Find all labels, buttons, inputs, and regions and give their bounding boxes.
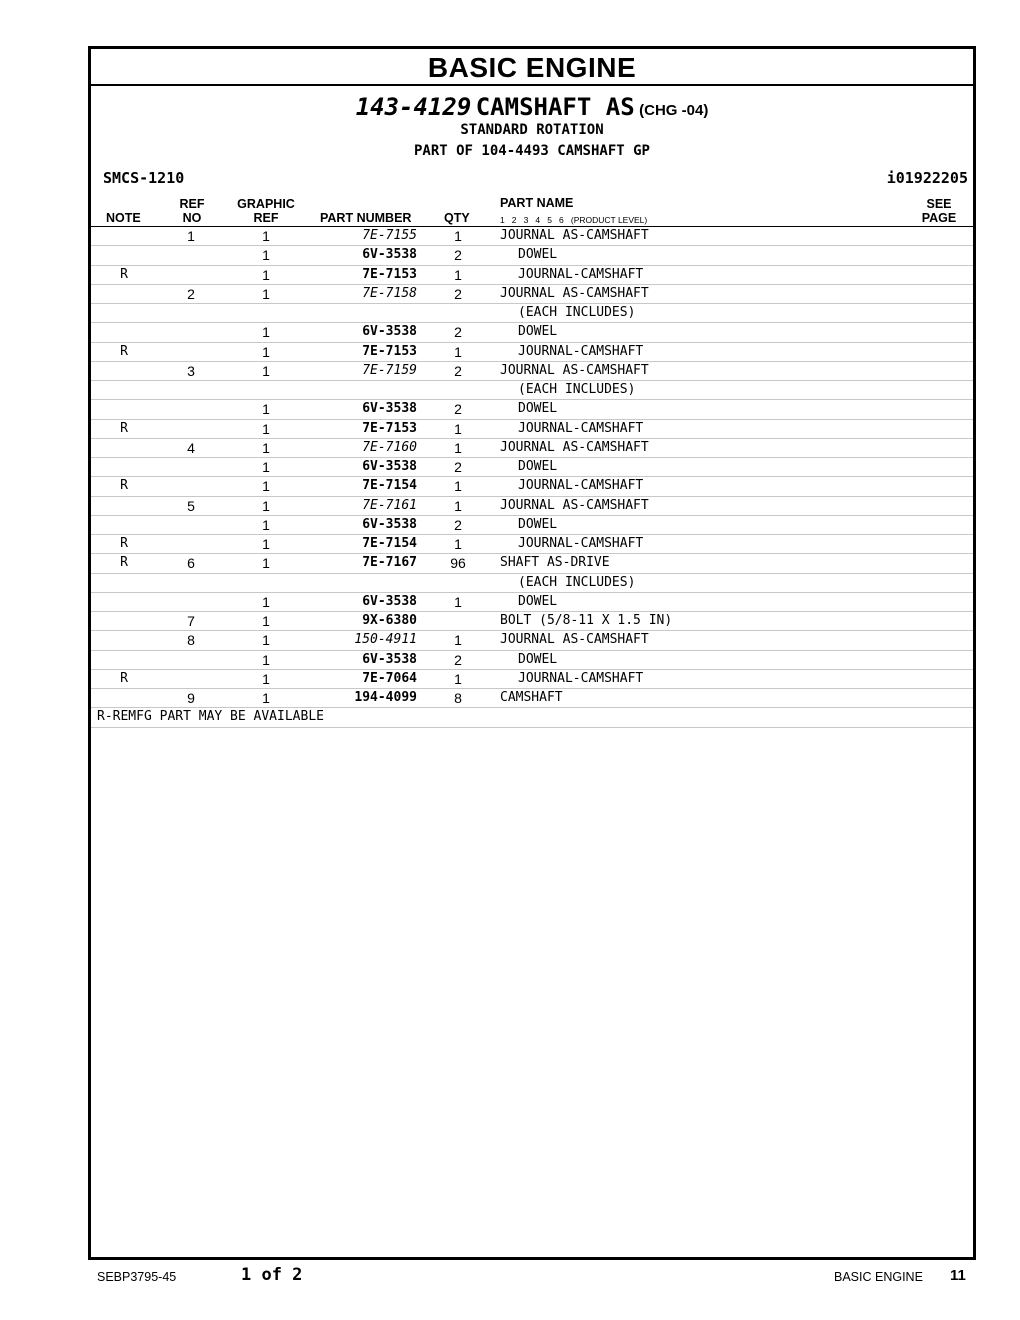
graphic-ref-cell: 1 [262, 362, 270, 379]
note-cell: R [120, 420, 128, 436]
part-number-cell: 7E-7167 [362, 555, 417, 571]
table-row [91, 381, 973, 400]
ref-no-cell: 4 [187, 439, 195, 456]
part-name-cell: DOWEL [518, 459, 558, 474]
table-row [91, 535, 973, 554]
table-header [91, 196, 973, 227]
table-row [91, 285, 973, 304]
graphic-ref-cell: 1 [262, 266, 270, 283]
part-number-cell: 7E-7155 [362, 228, 417, 243]
graphic-ref-cell: 1 [262, 285, 270, 302]
qty-cell: 96 [450, 555, 466, 572]
table-row [91, 477, 973, 496]
table-row [91, 612, 973, 631]
qty-cell: 8 [454, 690, 462, 706]
ref-no-cell: 6 [187, 555, 195, 572]
qty-cell: 1 [454, 632, 462, 649]
part-number-cell: 7E-7160 [362, 439, 417, 455]
graphic-ref-cell: 1 [262, 459, 270, 475]
part-name-cell: DOWEL [518, 651, 558, 667]
table-row [91, 458, 973, 477]
part-number-cell: 6V-3538 [362, 324, 417, 340]
part-name-cell: JOURNAL AS-CAMSHAFT [500, 362, 649, 378]
qty-cell: 2 [454, 651, 462, 668]
part-number-cell: 7E-7161 [362, 497, 417, 513]
qty-cell: 1 [454, 593, 462, 610]
graphic-ref-cell: 1 [262, 439, 270, 456]
part-name-cell: (EACH INCLUDES) [518, 305, 636, 320]
change-level: (CHG -04) [639, 102, 709, 119]
part-number-cell: 7E-7159 [362, 362, 417, 378]
footer-section: BASIC ENGINE [834, 1270, 923, 1284]
table-row [91, 400, 973, 419]
part-number-cell: 150-4911 [354, 632, 417, 648]
page-footer [0, 1262, 1020, 1292]
assembly-heading [91, 93, 973, 121]
note-cell: R [120, 266, 128, 282]
assembly-name: CAMSHAFT AS [475, 93, 635, 121]
ref-no-cell: 9 [187, 690, 195, 706]
assembly-part-number: 143-4129 [355, 93, 472, 121]
part-number-cell: 7E-7154 [362, 478, 417, 494]
part-name-cell: DOWEL [518, 593, 558, 609]
header-product-levels: 1 2 3 4 5 6 (PRODUCT LEVEL) [500, 215, 648, 225]
table-row [91, 304, 973, 323]
table-row [91, 323, 973, 342]
graphic-ref-cell: 1 [262, 555, 270, 572]
ref-no-cell: 7 [187, 613, 195, 629]
part-number-cell: 6V-3538 [362, 651, 417, 667]
part-number-cell: 7E-7064 [362, 670, 417, 686]
table-row [91, 497, 973, 516]
note-cell: R [120, 536, 128, 551]
table-row [91, 593, 973, 612]
table-row [91, 516, 973, 535]
graphic-ref-cell: 1 [262, 343, 270, 360]
footer-page-number: 11 [950, 1267, 966, 1284]
table-row [91, 631, 973, 650]
table-row [91, 227, 973, 246]
part-number-cell: 7E-7158 [362, 285, 417, 301]
footnote-row [91, 708, 973, 727]
illustration-id: i01922205 [886, 169, 968, 187]
part-number-cell: 6V-3538 [362, 516, 417, 532]
part-number-cell: 6V-3538 [362, 459, 417, 474]
qty-cell: 2 [454, 247, 462, 264]
qty-cell: 1 [454, 536, 462, 552]
graphic-ref-cell: 1 [262, 228, 270, 244]
part-name-cell: JOURNAL-CAMSHAFT [518, 536, 644, 551]
part-name-cell: CAMSHAFT [500, 690, 563, 705]
qty-cell: 1 [454, 478, 462, 495]
graphic-ref-cell: 1 [262, 497, 270, 514]
part-number-cell: 6V-3538 [362, 593, 417, 609]
note-cell: R [120, 670, 128, 686]
graphic-ref-cell: 1 [262, 593, 270, 610]
part-name-cell: DOWEL [518, 324, 558, 340]
header-part-name: PART NAME [500, 196, 574, 210]
graphic-ref-cell: 1 [262, 478, 270, 495]
graphic-ref-cell: 1 [262, 690, 270, 706]
part-number-cell: 6V-3538 [362, 401, 417, 417]
table-row [91, 689, 973, 708]
ref-no-cell: 2 [187, 285, 195, 302]
part-name-cell: JOURNAL AS-CAMSHAFT [500, 497, 649, 513]
part-name-cell: BOLT (5/8-11 X 1.5 IN) [500, 613, 673, 628]
table-row [91, 574, 973, 593]
graphic-ref-cell: 1 [262, 670, 270, 687]
part-name-cell: JOURNAL-CAMSHAFT [518, 670, 644, 686]
part-name-cell: JOURNAL-CAMSHAFT [518, 420, 644, 436]
qty-cell: 1 [454, 439, 462, 456]
graphic-ref-cell: 1 [262, 247, 270, 264]
qty-cell: 1 [454, 497, 462, 514]
header-note: NOTE [106, 211, 141, 225]
part-name-cell: (EACH INCLUDES) [518, 382, 636, 397]
assembly-subtitle-rotation: STANDARD ROTATION [460, 122, 604, 138]
graphic-ref-cell: 1 [262, 420, 270, 437]
part-name-cell: DOWEL [518, 516, 558, 532]
footer-page-of: 1 of 2 [241, 1265, 303, 1285]
part-name-cell: DOWEL [518, 247, 558, 263]
ref-no-cell: 8 [187, 632, 195, 649]
table-row [91, 439, 973, 458]
part-number-cell: 7E-7153 [362, 420, 417, 436]
table-row [91, 420, 973, 439]
part-name-cell: JOURNAL-CAMSHAFT [518, 343, 644, 359]
qty-cell: 2 [454, 285, 462, 302]
footer-doc-number: SEBP3795-45 [97, 1270, 177, 1284]
ref-no-cell: 1 [187, 228, 195, 244]
graphic-ref-cell: 1 [262, 324, 270, 341]
part-number-cell: 9X-6380 [362, 613, 417, 628]
qty-cell: 2 [454, 516, 462, 533]
qty-cell: 1 [454, 420, 462, 437]
footnote-text: R-REMFG PART MAY BE AVAILABLE [97, 709, 324, 725]
qty-cell: 2 [454, 401, 462, 418]
header-graphic-ref: GRAPHIC REF [237, 197, 295, 225]
table-row [91, 651, 973, 670]
qty-cell: 2 [454, 459, 462, 475]
table-row [91, 343, 973, 362]
header-part-number: PART NUMBER [320, 211, 412, 225]
part-name-cell: JOURNAL AS-CAMSHAFT [500, 439, 649, 455]
graphic-ref-cell: 1 [262, 401, 270, 418]
note-cell: R [120, 478, 128, 494]
part-name-cell: JOURNAL AS-CAMSHAFT [500, 632, 649, 648]
ref-no-cell: 5 [187, 497, 195, 514]
part-name-cell: JOURNAL-CAMSHAFT [518, 478, 644, 494]
qty-cell: 1 [454, 266, 462, 283]
header-see-page: SEE PAGE [921, 197, 957, 225]
part-number-cell: 194-4099 [354, 690, 417, 705]
table-row [91, 670, 973, 689]
part-number-cell: 7E-7154 [362, 536, 417, 551]
qty-cell: 1 [454, 670, 462, 687]
graphic-ref-cell: 1 [262, 613, 270, 629]
graphic-ref-cell: 1 [262, 651, 270, 668]
table-row [91, 554, 973, 573]
graphic-ref-cell: 1 [262, 516, 270, 533]
part-name-cell: SHAFT AS-DRIVE [500, 555, 610, 571]
part-name-cell: JOURNAL AS-CAMSHAFT [500, 228, 649, 243]
part-name-cell: JOURNAL AS-CAMSHAFT [500, 285, 649, 301]
header-ref-no: REF NO [179, 197, 205, 225]
graphic-ref-cell: 1 [262, 632, 270, 649]
part-number-cell: 7E-7153 [362, 266, 417, 282]
table-row [91, 266, 973, 285]
qty-cell: 2 [454, 362, 462, 379]
assembly-subtitle-parent: PART OF 104-4493 CAMSHAFT GP [413, 143, 650, 159]
note-cell: R [120, 343, 128, 359]
part-number-cell: 6V-3538 [362, 247, 417, 263]
parts-page-frame [88, 46, 976, 1260]
part-number-cell: 7E-7153 [362, 343, 417, 359]
table-row [91, 362, 973, 381]
qty-cell: 2 [454, 324, 462, 341]
smcs-code: SMCS-1210 [103, 169, 185, 187]
note-cell: R [120, 555, 128, 571]
part-name-cell: DOWEL [518, 401, 558, 417]
header-qty: QTY [444, 211, 470, 225]
ref-no-cell: 3 [187, 362, 195, 379]
part-name-cell: JOURNAL-CAMSHAFT [518, 266, 644, 282]
parts-table-body [91, 227, 973, 728]
graphic-ref-cell: 1 [262, 536, 270, 552]
qty-cell: 1 [454, 228, 462, 244]
table-row [91, 246, 973, 265]
section-title: BASIC ENGINE [91, 49, 973, 86]
qty-cell: 1 [454, 343, 462, 360]
part-name-cell: (EACH INCLUDES) [518, 574, 636, 590]
